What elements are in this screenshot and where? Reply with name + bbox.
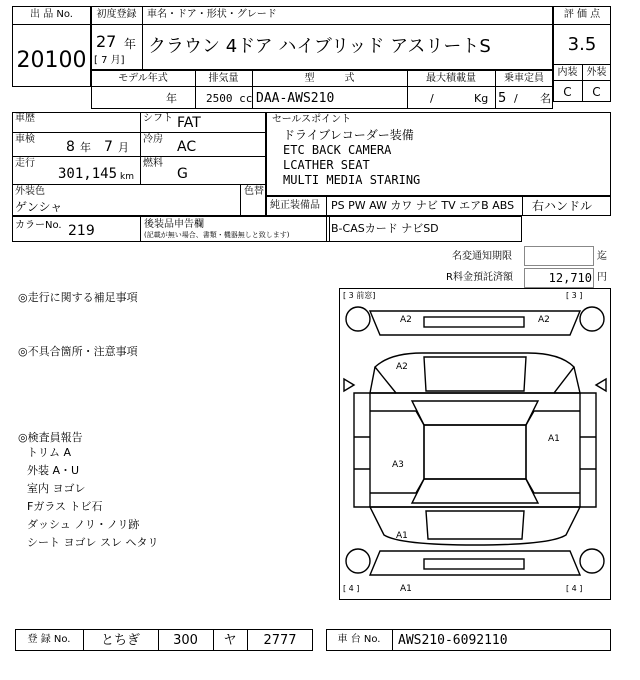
reg-month: [ 7 月]	[94, 55, 125, 66]
sales-point-4: MULTI MEDIA STARING	[283, 173, 421, 187]
defects-label: ◎不具合箇所・注意事項	[18, 345, 138, 358]
car-name: クラウン 4ドア ハイブリッド アスリートS	[148, 36, 491, 57]
mark-right-door: A1	[548, 434, 560, 444]
reg-class: 300	[173, 633, 198, 648]
inspector-line-6: シート ヨゴレ スレ ヘタリ	[27, 536, 159, 549]
chassis-label: 車 台 No.	[337, 634, 381, 645]
shift-value: FAT	[177, 115, 201, 131]
mark-front-bumper-left: A2	[400, 315, 412, 325]
fuel-label: 燃料	[143, 158, 163, 169]
inspection-month-unit: 月	[118, 141, 129, 154]
ac-label: 冷房	[143, 134, 163, 145]
recycle-unit: 円	[597, 272, 607, 283]
first-reg-label: 初度登録	[96, 9, 137, 20]
inspector-line-4: Fガラス トビ石	[27, 500, 103, 513]
diagram-corner-tl: [ 3 前窓]	[343, 291, 376, 300]
inspection-year: 8	[66, 139, 75, 155]
change-deadline-unit: 迄	[597, 251, 607, 262]
sales-point-2: ETC BACK CAMERA	[283, 143, 392, 157]
inspector-label: ◎検査員報告	[18, 431, 83, 444]
model-type: DAA-AWS210	[256, 91, 335, 106]
mark-front-bumper-right: A2	[538, 315, 550, 325]
reg-no-label: 登 録 No.	[27, 634, 71, 645]
interior-label: 内装	[557, 67, 578, 78]
exterior-grade: C	[592, 85, 601, 99]
driving-remarks-label: ◎走行に関する補足事項	[18, 291, 138, 304]
grade-value: 3.5	[567, 34, 597, 55]
shift-label: シフト	[143, 113, 173, 124]
damage-diagram	[339, 288, 611, 600]
fuel-value: G	[177, 166, 188, 182]
displacement: 2500 cc	[206, 92, 253, 105]
recycle-value: 12,710	[548, 271, 592, 285]
load-slash: /	[430, 92, 434, 105]
mileage-unit: km	[120, 172, 134, 182]
color-label: 外装色	[15, 186, 45, 197]
color-value: ゲンシャ	[15, 200, 63, 214]
diagram-corner-br: [ 4 ]	[566, 584, 583, 593]
later-label: 後装品申告欄	[144, 219, 204, 230]
inspection-month: 7	[104, 139, 113, 155]
mark-rear-bumper: A1	[400, 584, 412, 594]
inspector-line-5: ダッシュ ノリ・ノリ跡	[27, 518, 140, 531]
reg-year: 27	[96, 32, 117, 51]
inspection-year-unit: 年	[80, 141, 91, 154]
mileage-label: 走行	[15, 158, 35, 169]
lot-number: 20100	[16, 48, 87, 73]
inspector-line-2: 外装 A・U	[27, 464, 80, 477]
inspector-line-1: トリム A	[27, 446, 72, 459]
sales-point-1: ドライブレコーダー装備	[283, 128, 414, 142]
change-deadline-field	[524, 246, 594, 266]
grade-label: 評 価 点	[563, 9, 601, 20]
capacity-unit: 名	[540, 92, 551, 105]
load-label: 最大積載量	[426, 73, 476, 84]
equipment-items: PS PW AW カワ ナビ TV エアB ABS	[331, 199, 515, 212]
reg-year-unit: 年	[124, 37, 137, 51]
model-year-unit: 年	[166, 92, 177, 105]
lot-label: 出 品 No.	[30, 9, 73, 20]
model-year-label: モデル年式	[118, 73, 168, 84]
reg-number: 2777	[263, 633, 297, 648]
later-note: (記載が無い場合、書類・機器無しと致します)	[144, 231, 290, 239]
later-equipment: B-CASカード ナビSD	[331, 222, 439, 235]
color-change-label: 色替	[244, 186, 264, 197]
type-label: 型 式	[304, 73, 355, 84]
capacity-label: 乗車定員	[504, 73, 544, 84]
inspection-label: 車検	[15, 134, 35, 145]
change-deadline-label: 名変通知期限	[452, 251, 512, 262]
color-no-label: カラーNo.	[15, 220, 62, 231]
mark-left-door: A3	[392, 460, 404, 470]
capacity-slash: /	[514, 92, 518, 105]
color-no-value: 219	[68, 223, 95, 239]
capacity: 5	[498, 91, 507, 106]
diagram-corner-bl: [ 4 ]	[343, 584, 360, 593]
handle-side: 右ハンドル	[532, 199, 593, 213]
sales-points-label: セールスポイント	[272, 114, 352, 125]
recycle-label: R料金預託済額	[446, 272, 513, 283]
displacement-label: 排気量	[208, 73, 239, 84]
diagram-corner-tr: [ 3 ]	[566, 291, 583, 300]
history-label: 車歴	[15, 113, 35, 124]
reg-kana: ヤ	[223, 633, 237, 648]
equipment-label: 純正装備品	[270, 200, 320, 211]
exterior-label: 外装	[586, 67, 607, 78]
interior-grade: C	[563, 85, 572, 99]
load-unit: Kg	[474, 92, 489, 105]
inspector-line-3: 室内 ヨゴレ	[27, 482, 86, 495]
ac-value: AC	[177, 139, 197, 155]
mark-left-rear: A1	[396, 531, 408, 541]
reg-area: とちぎ	[100, 633, 140, 648]
mileage-value: 301,145	[58, 166, 118, 182]
chassis-number: AWS210-6092110	[398, 633, 508, 648]
name-label: 車名・ドア・形状・グレード	[147, 9, 277, 20]
sales-point-3: LCATHER SEAT	[283, 158, 370, 172]
mark-left-front-fender: A2	[396, 362, 408, 372]
